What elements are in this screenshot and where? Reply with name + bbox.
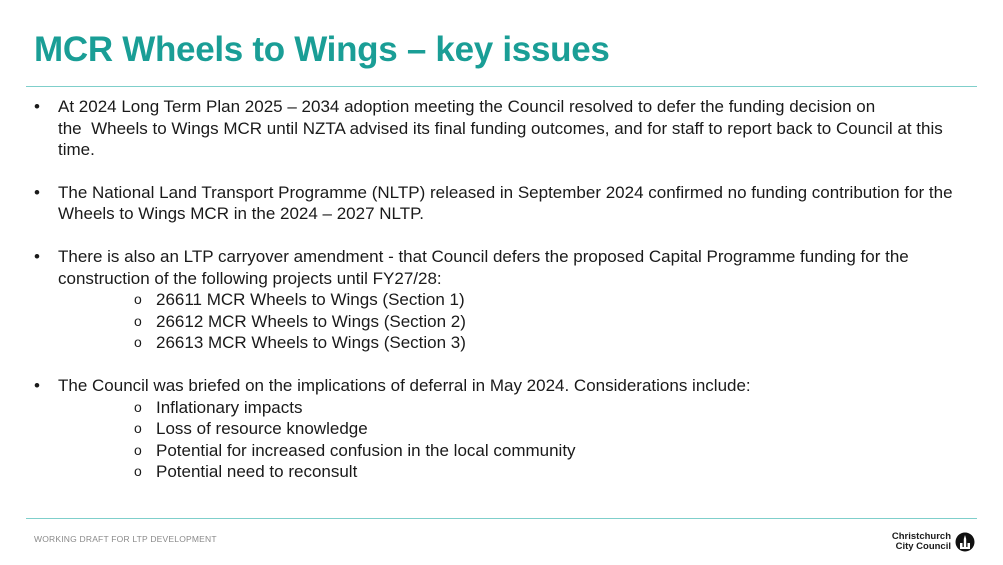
sub-bullet-marker: o: [134, 291, 142, 308]
sub-bullet-text: 26611 MCR Wheels to Wings (Section 1): [156, 290, 465, 310]
bullet-text: The Council was briefed on the implications of deferral in May 2024. Considerations include:: [58, 375, 751, 395]
sub-bullet-marker: o: [134, 312, 142, 329]
logo-line-2: City Council: [895, 541, 951, 552]
bullet-item: [34, 96, 969, 161]
bullet-text: There is also an LTP carryover amendment - that Council defers the proposed Capital Programme funding for the construction of the following projects until FY27/28:: [58, 246, 909, 288]
sub-bullet-item: [58, 397, 969, 419]
slide-title: MCR Wheels to Wings – key issues: [34, 30, 610, 69]
title-divider: [26, 86, 977, 87]
sub-bullet-text: 26613 MCR Wheels to Wings (Section 3): [156, 333, 466, 353]
sub-bullet-item: [58, 440, 969, 462]
sub-bullet-list: [58, 397, 969, 483]
bullet-dot: •: [34, 375, 40, 395]
sub-bullet-text: Potential need to reconsult: [156, 462, 358, 482]
footer-divider: [26, 518, 977, 519]
sub-bullet-item: [58, 461, 969, 483]
bullet-item: [34, 246, 969, 354]
sub-bullet-marker: o: [134, 334, 142, 351]
sub-bullet-text: Loss of resource knowledge: [156, 419, 368, 439]
sub-bullet-marker: o: [134, 398, 142, 415]
bullet-text: The National Land Transport Programme (NLTP) released in September 2024 confirmed no funding contribution for the Wheels to Wings MCR in the 2024 – 2027 NLTP.: [58, 182, 953, 224]
sub-bullet-item: [58, 332, 969, 354]
sub-bullet-text: 26612 MCR Wheels to Wings (Section 2): [156, 311, 466, 331]
council-logo: [892, 532, 975, 552]
sub-bullet-text: Inflationary impacts: [156, 397, 303, 417]
cathedral-icon: [955, 532, 975, 552]
working-draft-label: WORKING DRAFT FOR LTP DEVELOPMENT: [34, 534, 217, 544]
sub-bullet-marker: o: [134, 441, 142, 458]
bullet-dot: •: [34, 246, 40, 266]
sub-bullet-marker: o: [134, 463, 142, 480]
bullet-dot: •: [34, 182, 40, 202]
sub-bullet-list: [58, 289, 969, 354]
sub-bullet-item: [58, 418, 969, 440]
sub-bullet-item: [58, 289, 969, 311]
bullet-item: [34, 182, 969, 225]
bullet-dot: •: [34, 97, 40, 116]
logo-wordmark: [892, 532, 951, 552]
sub-bullet-marker: o: [134, 420, 142, 437]
sub-bullet-text: Potential for increased confusion in the local community: [156, 440, 576, 460]
bullet-text: At 2024 Long Term Plan 2025 – 2034 adoption meeting the Council resolved to defer the funding decision on the Wheels to Wings MCR until NZTA advised its final funding outcomes, and for staff to report back to Council at this time.: [58, 97, 943, 160]
logo-line-1: Christchurch: [891, 531, 951, 542]
bullet-item: [34, 375, 969, 483]
bullet-list: [34, 96, 969, 504]
sub-bullet-item: [58, 311, 969, 333]
